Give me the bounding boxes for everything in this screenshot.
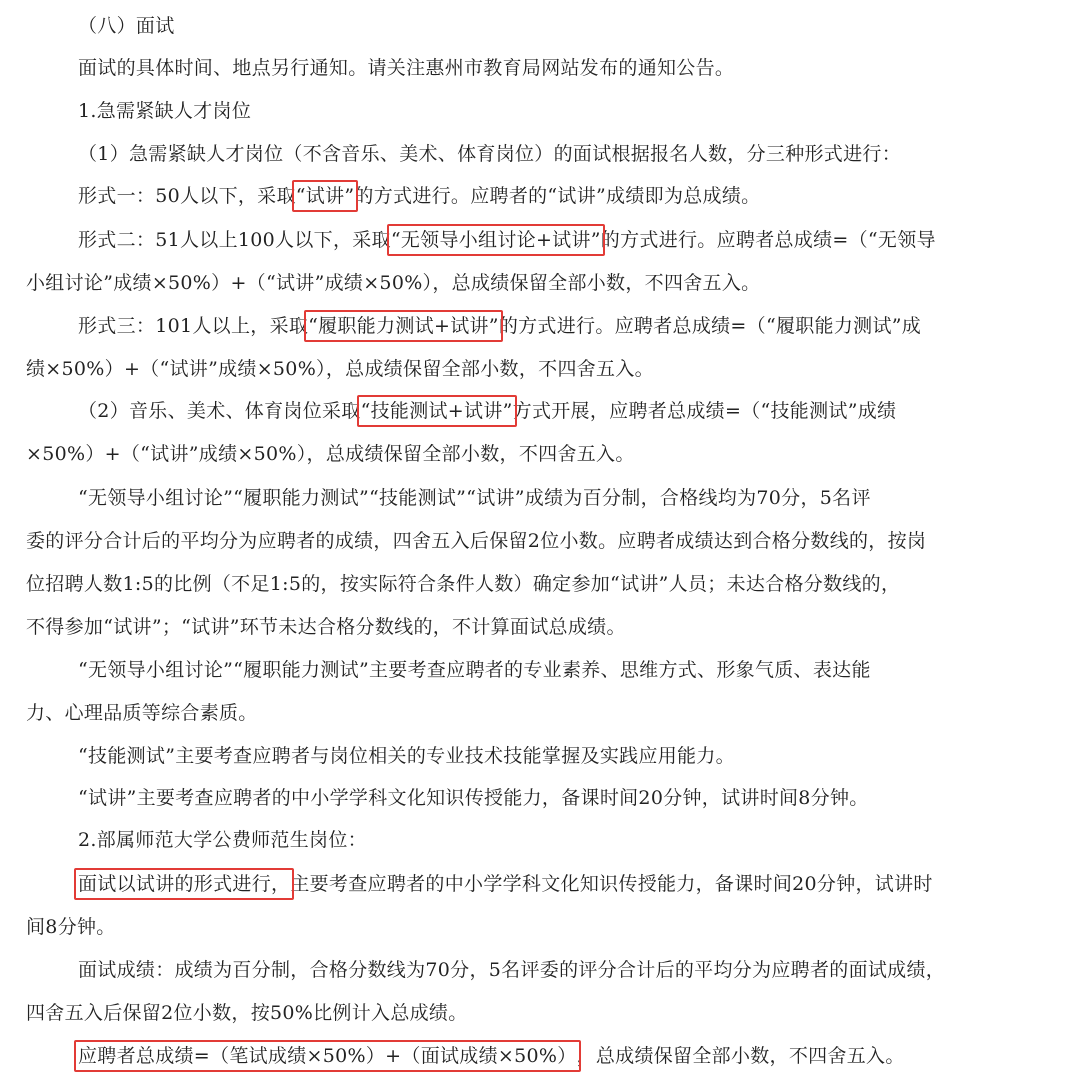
item-2-line (0, 391, 896, 431)
subsection-title-1: 1.急需紧缺人才岗位 (78, 100, 252, 122)
lecture-paragraph: “试讲”主要考查应聘者的中小学学科文化知识传授能力，备课时间20分钟，试讲时间8分钟。 (78, 787, 869, 809)
form-2-continuation: 小组讨论”成绩×50%）+（“试讲”成绩×50%），总成绩保留全部小数，不四舍五入。 (26, 272, 761, 294)
form-3-continuation: 绩×50%）+（“试讲”成绩×50%），总成绩保留全部小数，不四舍五入。 (26, 358, 654, 380)
form-2-highlight: “无领导小组讨论+试讲” (391, 220, 601, 260)
intro-paragraph: 面试的具体时间、地点另行通知。请关注惠州市教育局网站发布的通知公告。 (78, 57, 735, 79)
form-1-line (0, 176, 760, 216)
form-1-prefix: 形式一：50人以下，采取 (78, 185, 296, 207)
scoring-paragraph-line: “无领导小组讨论”“履职能力测试”“技能测试”“试讲”成绩为百分制，合格线均为70分，5名评 (78, 487, 871, 509)
form-3-suffix: 的方式进行。应聘者总成绩=（“履职能力测试”成 (498, 315, 922, 337)
form-1-suffix: 的方式进行。应聘者的“试讲”成绩即为总成绩。 (354, 185, 761, 207)
item-2-highlight: “技能测试+试讲” (361, 391, 513, 431)
item-1-text: （1）急需紧缺人才岗位（不含音乐、美术、体育岗位）的面试根据报名人数，分三种形式进行： (78, 143, 901, 165)
sub2-paragraph-line (0, 864, 933, 904)
form-2-prefix: 形式二：51人以上100人以下，采取 (78, 229, 391, 251)
sub2-highlight: 面试以试讲的形式进行， (78, 864, 290, 904)
item-2-prefix: （2）音乐、美术、体育岗位采取 (78, 400, 361, 422)
form-2-line (0, 220, 936, 260)
form-3-highlight: “履职能力测试+试讲” (308, 306, 499, 346)
final-formula-line (0, 1036, 905, 1076)
form-1-highlight: “试讲” (296, 176, 355, 216)
subsection-title-2: 2.部属师范大学公费师范生岗位： (78, 829, 367, 851)
sub2-suffix: 主要考查应聘者的中小学学科文化知识传授能力，备课时间20分钟，试讲时 (290, 873, 933, 895)
skill-test-paragraph: “技能测试”主要考查应聘者与岗位相关的专业技术技能掌握及实践应用能力。 (78, 745, 735, 767)
sub2-continuation: 间8分钟。 (26, 916, 116, 938)
item-2-continuation: ×50%）+（“试讲”成绩×50%），总成绩保留全部小数，不四舍五入。 (26, 443, 635, 465)
sub2-score-line: 面试成绩：成绩为百分制，合格分数线为70分，5名评委的评分合计后的平均分为应聘者的面试成绩， (78, 959, 946, 981)
form-3-line (0, 306, 921, 346)
scoring-paragraph-line: 委的评分合计后的平均分为应聘者的成绩，四舍五入后保留2位小数。应聘者成绩达到合格分数线的，按岗 (26, 530, 927, 552)
quality-paragraph-line: 力、心理品质等综合素质。 (26, 702, 258, 724)
form-2-suffix: 的方式进行。应聘者总成绩=（“无领导 (600, 229, 936, 251)
scoring-paragraph-line: 位招聘人数1:5的比例（不足1:5的，按实际符合条件人数）确定参加“试讲”人员；未达合格分数线的， (26, 573, 901, 595)
form-3-prefix: 形式三：101人以上，采取 (78, 315, 309, 337)
section-heading: （八）面试 (78, 15, 175, 37)
final-formula-highlight: 应聘者总成绩=（笔试成绩×50%）+（面试成绩×50%） (78, 1036, 577, 1076)
sub2-score-line: 四舍五入后保留2位小数，按50%比例计入总成绩。 (26, 1002, 468, 1024)
item-2-suffix: 方式开展，应聘者总成绩=（“技能测试”成绩 (512, 400, 897, 422)
final-formula-suffix: ，总成绩保留全部小数，不四舍五入。 (576, 1045, 905, 1067)
scoring-paragraph-line: 不得参加“试讲”；“试讲”环节未达合格分数线的，不计算面试总成绩。 (26, 616, 626, 638)
quality-paragraph-line: “无领导小组讨论”“履职能力测试”主要考查应聘者的专业素养、思维方式、形象气质、表达能 (78, 659, 871, 681)
